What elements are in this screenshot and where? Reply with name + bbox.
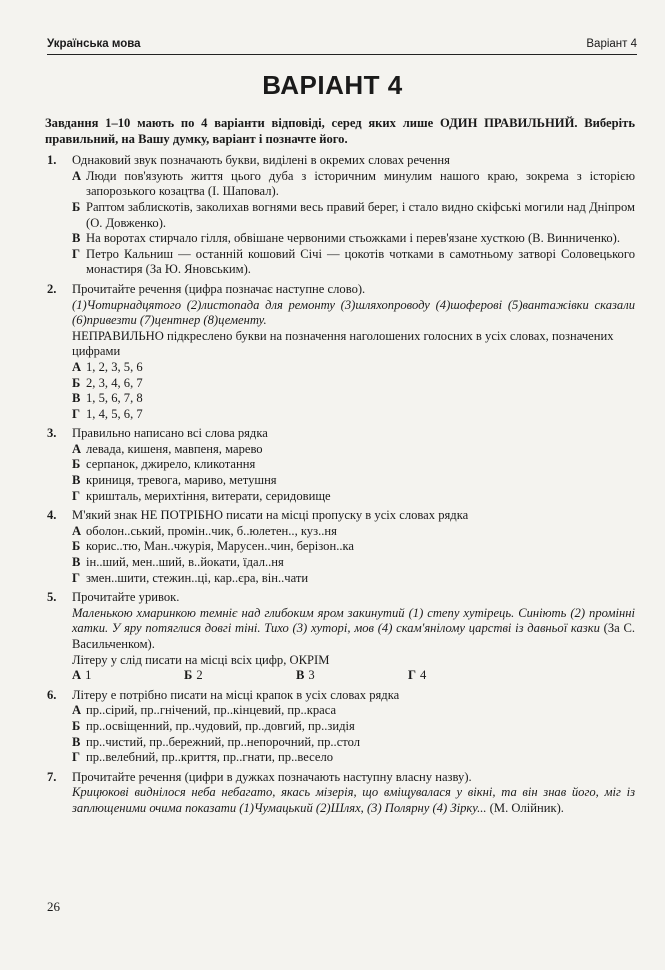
question-text: Правильно написано всі слова рядка: [72, 426, 268, 441]
option-text: пр..освіщенний, пр..чудовий, пр..довгий, пр..зидія: [86, 718, 355, 733]
option-letter: А: [72, 703, 82, 718]
page-title: ВАРІАНТ 4: [262, 70, 403, 100]
header-subject: Українська мова: [47, 38, 141, 50]
option-letter: Г: [72, 750, 81, 765]
option-letter: В: [72, 391, 81, 406]
sentence-text: Крицюкові виднілося неба небагато, якась мізерія, що вміщувалася у вікні, та він знав його, міг із заплющеними очима показати (1)Чумацький (2)Шлях, (3) Полярну (4) Зірку...: [72, 785, 635, 815]
question-task: Літеру у слід писати на місці всіх цифр, ОКРІМ: [72, 652, 330, 667]
option-a[interactable]: [72, 442, 635, 458]
option-v[interactable]: [72, 555, 635, 571]
question-number: 6.: [47, 687, 57, 702]
question-1: [45, 153, 635, 278]
main-content: [45, 116, 635, 817]
option-letter: В: [72, 555, 81, 570]
option-text: пр..сірий, пр..гнічений, пр..кінцевий, пр..краса: [86, 703, 337, 718]
option-h[interactable]: [408, 668, 520, 684]
option-h[interactable]: [72, 247, 635, 278]
option-text: Люди пов'язують життя цього дуба з історичним минулим нашого краю, зокрема з історією запорозького козацтва (І. Шаповал).: [86, 168, 635, 199]
running-header: [47, 38, 637, 55]
question-text: Однаковий звук позначають букви, виділені в окремих словах речення: [72, 153, 450, 168]
option-b[interactable]: [72, 457, 635, 473]
option-text: змен..шити, стежин..ці, кар..єра, він..чати: [86, 570, 309, 585]
option-b[interactable]: [72, 719, 635, 735]
option-a[interactable]: [72, 169, 635, 200]
option-text: Раптом заблискотів, заколихав вогнями весь правий берег, і стало видно скіфські могили над Дніпром (О. Довженко).: [86, 199, 635, 230]
option-letter: А: [72, 441, 82, 456]
sentence-source: (М. Олійник).: [489, 800, 564, 815]
option-letter: Г: [72, 406, 81, 421]
option-letter: Г: [72, 570, 81, 585]
question-text: Прочитайте речення (цифра позначає наступне слово).: [72, 281, 366, 296]
excerpt-source: (За С. Васильченком).: [72, 621, 635, 651]
option-letter: В: [72, 231, 81, 246]
option-a[interactable]: [72, 668, 184, 684]
option-text: пр..велебний, пр..криття, пр..гнати, пр..весело: [86, 750, 334, 765]
excerpt-text: Маленькою хмаринкою темніє над глибоким яром закинутий (1) степу хутірець. Синіють (2) промінні хатки. У яру потяглися довгі тіні. Тихо (3) хуторі, мов (4) скам'янілому царстві із давньої казки: [72, 605, 635, 636]
question-7: [45, 770, 635, 817]
option-letter: Г: [72, 488, 81, 503]
option-letter: Г: [408, 668, 417, 683]
option-text: пр..чистий, пр..бережний, пр..непорочний, пр..стол: [86, 734, 361, 749]
option-letter: Б: [72, 199, 81, 214]
option-text: 1: [85, 668, 92, 683]
option-letter: Б: [184, 668, 193, 683]
option-h[interactable]: [72, 489, 635, 505]
option-text: 2: [196, 668, 203, 683]
option-letter: А: [72, 168, 82, 183]
option-v[interactable]: [296, 668, 408, 684]
option-a[interactable]: [72, 360, 635, 376]
option-letter: Б: [72, 375, 81, 390]
option-b[interactable]: [72, 200, 635, 231]
question-4: [45, 508, 635, 586]
option-text: серпанок, джирело, кликотання: [86, 457, 256, 472]
option-text: Петро Кальниш — останній кошовий Січі — цокотів чотками в самотньому затворі Соловецького монастиря (За Ю. Яновським).: [86, 246, 635, 277]
option-text: корис..тю, Ман..чжурія, Марусен..чин, берізон..ка: [86, 539, 355, 554]
page-number: 26: [47, 899, 60, 914]
option-b[interactable]: [72, 539, 635, 555]
question-number: 1.: [47, 153, 57, 168]
option-text: 1, 4, 5, 6, 7: [86, 406, 143, 421]
option-letter: Б: [72, 539, 81, 554]
instructions: Завдання 1–10 мають по 4 варіанти відповіді, серед яких лише ОДИН ПРАВИЛЬНИЙ. Виберіть правильний, на Вашу думку, варіант і позначте його.: [45, 116, 635, 146]
question-text: Літеру е потрібно писати на місці крапок в усіх словах рядка: [72, 687, 400, 702]
option-letter: В: [72, 473, 81, 488]
question-text: М'який знак НЕ ПОТРІБНО писати на місці пропуску в усіх словах рядка: [72, 508, 469, 523]
option-text: 2, 3, 4, 6, 7: [86, 375, 143, 390]
option-v[interactable]: [72, 231, 635, 247]
option-letter: В: [296, 668, 305, 683]
question-text: Прочитайте речення (цифри в дужках позначають наступну власну назву).: [72, 769, 472, 784]
question-number: 3.: [47, 426, 57, 441]
option-letter: А: [72, 668, 82, 683]
option-b[interactable]: [184, 668, 296, 684]
question-number: 2.: [47, 281, 57, 296]
option-v[interactable]: [72, 391, 635, 407]
option-text: оболон..ський, промін..чик, б..юлетен.., куз..ня: [86, 523, 337, 538]
question-number: 4.: [47, 508, 57, 523]
option-letter: В: [72, 734, 81, 749]
option-b[interactable]: [72, 376, 635, 392]
option-text: кришталь, мерихтіння, витерати, серидовище: [86, 488, 331, 503]
question-number: 7.: [47, 769, 57, 784]
quoted-excerpt: [72, 606, 635, 653]
option-a[interactable]: [72, 703, 635, 719]
question-sentence: (1)Чотирнадцятого (2)листопада для ремонту (3)шляхопроводу (4)шоферові (5)вантажівки сказали (6)привезти (7)центнер (8)цементу.: [72, 297, 635, 328]
header-variant: Варіант 4: [586, 38, 637, 50]
option-text: 3: [308, 668, 315, 683]
option-v[interactable]: [72, 735, 635, 751]
question-5: [45, 590, 635, 684]
option-text: левада, кишеня, мавпеня, марево: [86, 441, 263, 456]
question-3: [45, 426, 635, 504]
option-text: На воротах стирчало гілля, обвішане червоними стьожками і перев'язане хусткою (В. Винниченко).: [86, 231, 621, 246]
option-letter: А: [72, 523, 82, 538]
question-6: [45, 688, 635, 766]
option-text: криниця, тревога, мариво, метушня: [86, 473, 277, 488]
option-text: 1, 5, 6, 7, 8: [86, 391, 143, 406]
question-task: НЕПРАВИЛЬНО підкреслено букви на позначення наголошених голосних в усіх словах, позначених цифрами: [72, 328, 614, 359]
question-2: [45, 282, 635, 422]
option-letter: Б: [72, 718, 81, 733]
option-h[interactable]: [72, 571, 635, 587]
options-row: [72, 668, 635, 684]
option-v[interactable]: [72, 473, 635, 489]
question-text: Прочитайте уривок.: [72, 590, 180, 605]
option-letter: А: [72, 359, 82, 374]
question-number: 5.: [47, 590, 57, 605]
option-text: 4: [420, 668, 427, 683]
option-a[interactable]: [72, 524, 635, 540]
option-h[interactable]: [72, 750, 635, 766]
option-letter: Г: [72, 246, 81, 261]
option-text: ін..ший, мен..ший, в..йокати, їдал..ня: [86, 555, 284, 570]
option-h[interactable]: [72, 407, 635, 423]
option-text: 1, 2, 3, 5, 6: [86, 359, 143, 374]
option-letter: Б: [72, 457, 81, 472]
question-sentence: [72, 785, 635, 816]
